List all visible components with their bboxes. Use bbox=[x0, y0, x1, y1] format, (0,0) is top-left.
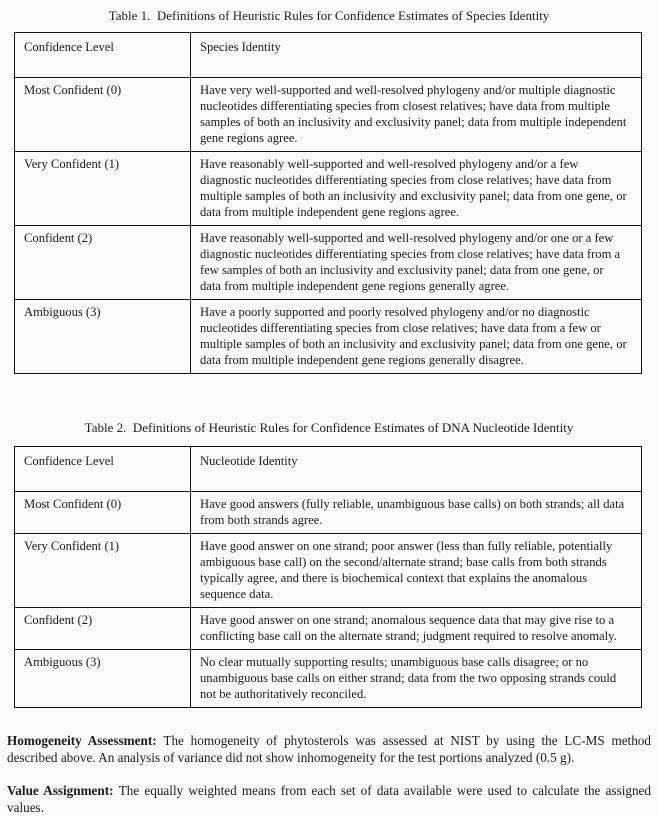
table1-header-species-identity: Species Identity bbox=[191, 33, 642, 78]
table2-row0-definition: Have good answers (fully reliable, unambiguous base calls) on both strands; all data from both strands agree. bbox=[191, 492, 642, 534]
table-row bbox=[15, 300, 642, 374]
table-row bbox=[15, 608, 642, 650]
table2-row0-level: Most Confident (0) bbox=[15, 492, 191, 534]
table1-header-row bbox=[15, 33, 642, 78]
table2-header-nucleotide-identity: Nucleotide Identity bbox=[191, 447, 642, 492]
homogeneity-assessment-label: Homogeneity Assessment: bbox=[7, 733, 157, 748]
table2-nucleotide-identity bbox=[14, 446, 642, 708]
table-row bbox=[15, 650, 642, 708]
table-row bbox=[15, 226, 642, 300]
homogeneity-assessment-paragraph bbox=[7, 733, 651, 766]
table1-row3-level: Ambiguous (3) bbox=[15, 300, 191, 374]
table1-row0-level: Most Confident (0) bbox=[15, 78, 191, 152]
table-row bbox=[15, 492, 642, 534]
value-assignment-label: Value Assignment: bbox=[7, 783, 114, 798]
table1-species-identity bbox=[14, 32, 642, 374]
footer-paragraphs bbox=[7, 733, 651, 816]
table-row bbox=[15, 78, 642, 152]
table2-header-row bbox=[15, 447, 642, 492]
table2-row1-level: Very Confident (1) bbox=[15, 534, 191, 608]
table1-row1-definition: Have reasonably well-supported and well-resolved phylogeny and/or a few diagnostic nucleotides differentiating species from close relatives; have data from multiple samples of both an inclusivity and exclusivity panel; data from one gene, or data from multiple independent gene regions agree. bbox=[191, 152, 642, 226]
table2-row3-level: Ambiguous (3) bbox=[15, 650, 191, 708]
value-assignment-paragraph bbox=[7, 783, 651, 816]
table1-row2-level: Confident (2) bbox=[15, 226, 191, 300]
table1-row1-level: Very Confident (1) bbox=[15, 152, 191, 226]
table2-title: Table 2. Definitions of Heuristic Rules for Confidence Estimates of DNA Nucleotide Identity bbox=[84, 420, 574, 435]
table1-title: Table 1. Definitions of Heuristic Rules for Confidence Estimates of Species Identity bbox=[108, 8, 550, 23]
table-row bbox=[15, 534, 642, 608]
table2-row3-definition: No clear mutually supporting results; unambiguous base calls disagree; or no unambiguous base calls on either strand; data from the two opposing strands could not be authoritatively reconciled. bbox=[191, 650, 642, 708]
value-assignment-text: The equally weighted means from each set of data available were used to calculate the assigned values. bbox=[7, 783, 651, 815]
table1-row2-definition: Have reasonably well-supported and well-resolved phylogeny and/or one or a few diagnostic nucleotides differentiating species from close relatives; have data from a few samples of both an inclusivity and exclusivity panel; data from one gene, or data from multiple independent gene regions generally agree. bbox=[191, 226, 642, 300]
homogeneity-assessment-text: The homogeneity of phytosterols was assessed at NIST by using the LC-MS method described above. An analysis of variance did not show inhomogeneity for the test portions analyzed (0.5 g). bbox=[7, 733, 651, 765]
table1-row3-definition: Have a poorly supported and poorly resolved phylogeny and/or no diagnostic nucleotides differentiating species from close relatives; have data from a few or multiple samples of both an inclusivity and exclusivity panel; data from one gene, or data from multiple independent gene regions generally disagree. bbox=[191, 300, 642, 374]
table2-row1-definition: Have good answer on one strand; poor answer (less than fully reliable, potentially ambiguous base call) on the second/alternate strand; base calls from both strands typically agree, and there is biochemical context that explains the anomalous sequence data. bbox=[191, 534, 642, 608]
table1-row0-definition: Have very well-supported and well-resolved phylogeny and/or multiple diagnostic nucleotides differentiating species from closest relatives; have data from multiple samples of both an inclusivity and exclusivity panel; data from multiple independent gene regions agree. bbox=[191, 78, 642, 152]
table2-row2-definition: Have good answer on one strand; anomalous sequence data that may give rise to a conflicting base call on the alternate strand; judgment required to resolve anomaly. bbox=[191, 608, 642, 650]
table2-row2-level: Confident (2) bbox=[15, 608, 191, 650]
table-row bbox=[15, 152, 642, 226]
table2-header-confidence-level: Confidence Level bbox=[15, 447, 191, 492]
table1-header-confidence-level: Confidence Level bbox=[15, 33, 191, 78]
